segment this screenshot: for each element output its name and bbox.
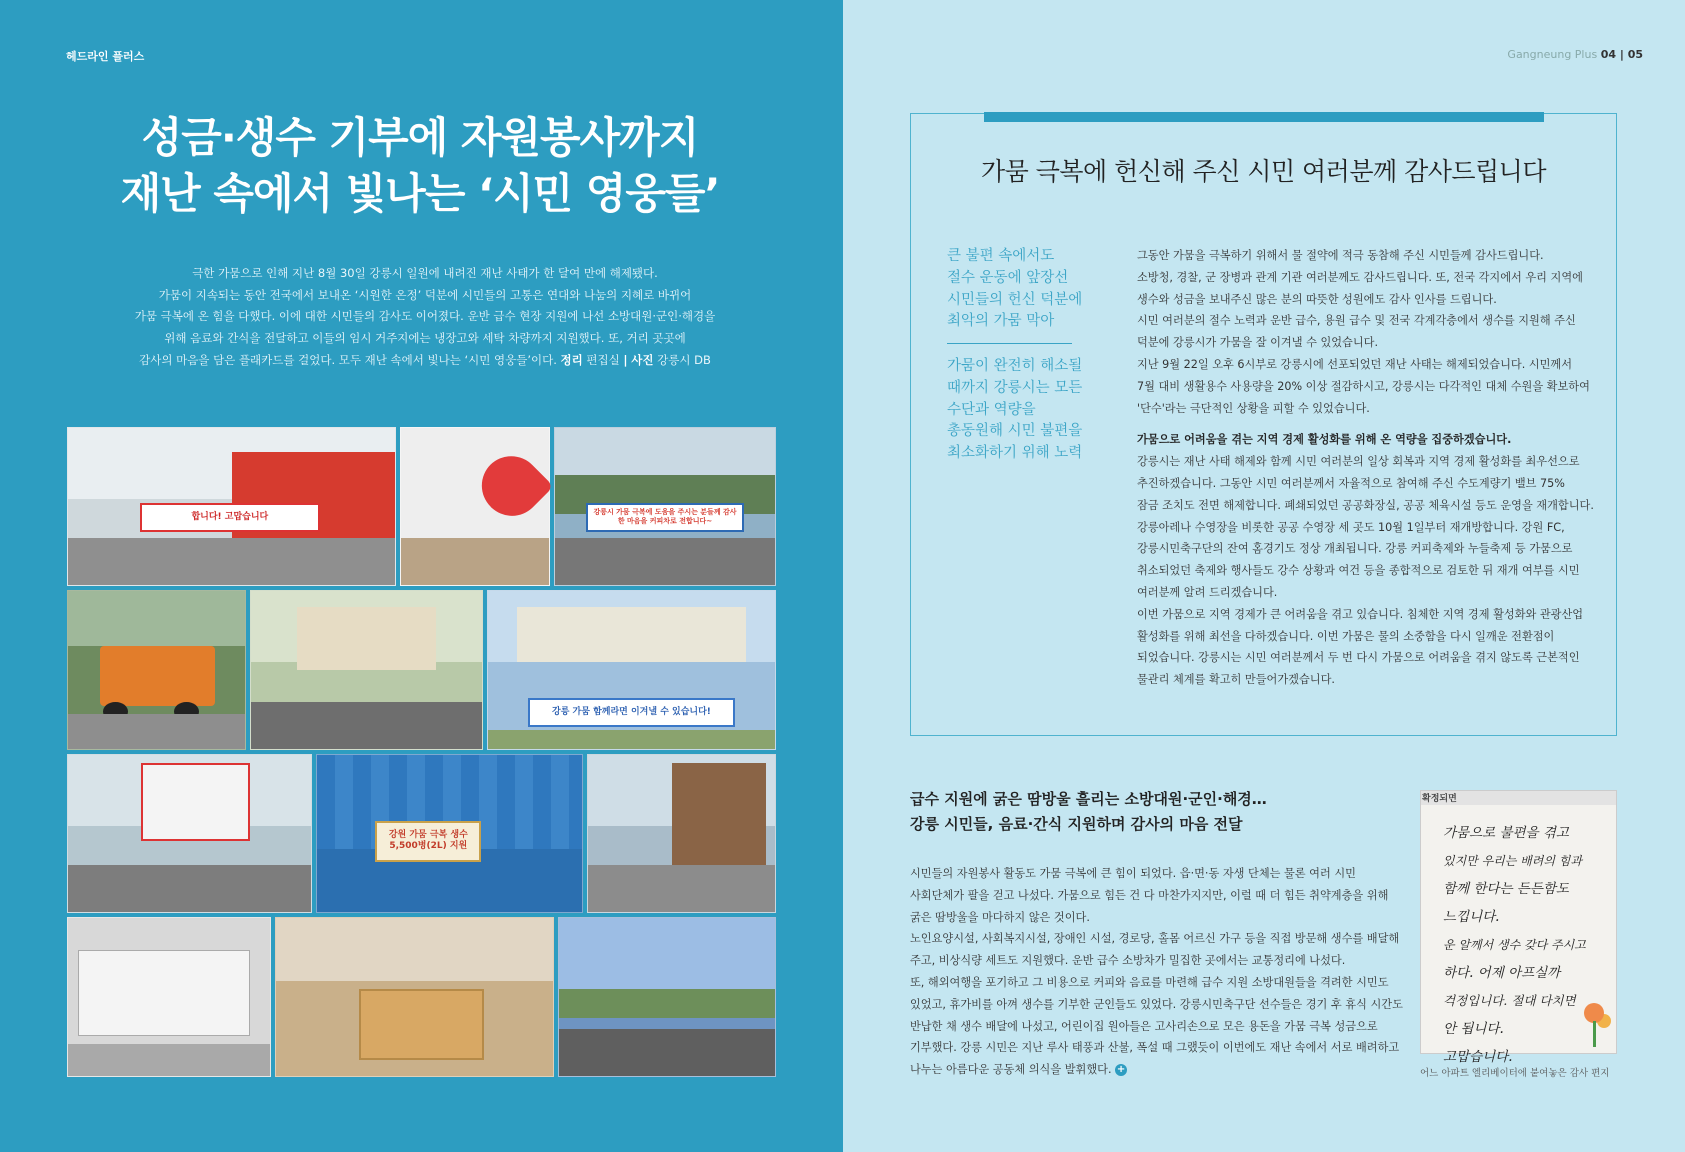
body-line: 주고, 비상식량 세트도 지원했다. 운반 급수 소방차가 밀집한 곳에서는 교통정리에 나섰다.	[910, 954, 1346, 968]
pullquote-line: 큰 불편 속에서도	[947, 248, 1055, 264]
body-line: 노인요양시설, 사회복지시설, 장애인 시설, 경로당, 홀몸 어르신 가구 등을 직접 방문해 생수를 배달해	[910, 932, 1400, 946]
photo-community-center	[587, 754, 776, 913]
photo-coffee-truck-banner	[554, 427, 776, 586]
body-line: 소방청, 경찰, 군 장병과 관계 기관 여러분께도 감사드립니다. 또, 전국 각지에서 우리 지역에	[1137, 270, 1583, 284]
pullquote-line: 가뭄이 완전히 해소될	[947, 358, 1083, 374]
body-line: 반납한 채 생수 배달에 나섰고, 어린이집 원아들은 고사리손으로 모은 용돈을 가뭄 극복 성금으로	[910, 1019, 1378, 1033]
pullquote-line: 수단과 역량을	[947, 401, 1036, 418]
photo-water-truck	[67, 590, 246, 750]
section-heading-line: 강릉 시민들, 음료·간식 지원하며 감사의 마음 전달	[910, 815, 1243, 833]
photo-caption: 어느 아파트 엘리베이터에 붙여놓은 감사 편지	[1420, 1068, 1610, 1079]
body-line: 시민들의 자원봉사 활동도 가뭄 극복에 큰 힘이 되었다. 읍·면·동 자생 단체는 물론 여러 시민	[910, 867, 1356, 880]
body-line: 강릉아레나 수영장을 비롯한 공공 수영장 세 곳도 10월 1일부터 재개방합니다. 강원 FC,	[1137, 520, 1565, 534]
banner-text: 강릉시 가뭄 극복에 도움을 주시는 분들께 감사한 마음을 커피차로 전합니다~	[586, 503, 744, 531]
message-box-accent-bar	[984, 112, 1544, 122]
body-line: 사회단체가 팔을 걷고 나섰다. 가뭄으로 힘든 건 다 마찬가지지만, 이럴 때 더 힘든 취약계층을 위해	[910, 888, 1389, 902]
body-line-text: 나누는 아름다운 공동체 의식을 발휘했다.	[910, 1063, 1112, 1077]
body-line: 지난 9월 22일 오후 6시부로 강릉시에 선포되었던 재난 사태는 해제되었습니다. 시민께서	[1137, 357, 1573, 371]
credit	[561, 353, 711, 367]
section-heading	[910, 787, 1330, 837]
folio	[1507, 48, 1643, 61]
headline-line-1: 성금·생수 기부에 자원봉사까지	[141, 113, 699, 162]
credit-edit-value: 편집실	[586, 352, 620, 367]
photo-laundry-truck	[67, 917, 271, 1077]
photo-group-drought-banner	[487, 590, 776, 750]
lead-line-text: 감사의 마음을 담은 플래카드를 걸었다. 모두 재난 속에서 빛나는 ‘시민 영웅들’이다.	[139, 352, 557, 367]
letter-header: 확정되면	[1422, 794, 1457, 804]
flower-drawing-icon	[1584, 1003, 1604, 1023]
letter-line: 걱정입니다. 절대 다치면	[1443, 993, 1576, 1008]
pullquote-line: 때까지 강릉시는 모든	[947, 379, 1083, 396]
flower-stem	[1593, 1021, 1596, 1047]
body-line: 굵은 땀방울을 마다하지 않은 것이다.	[910, 910, 1090, 924]
body-line: 시민 여러분의 절수 노력과 운반 급수, 용원 급수 및 전국 각계각층에서 생수를 지원해 주신	[1137, 314, 1576, 328]
letter-line: 느낍니다.	[1443, 909, 1500, 925]
photo-soldiers-water	[558, 917, 776, 1077]
letter-line: 하다. 어제 아프실까	[1443, 965, 1561, 981]
message-subhead: 가뭄으로 어려움을 겪는 지역 경제 활성화를 위해 온 역량을 집중하겠습니다.	[1137, 433, 1512, 447]
section-label: 헤드라인 플러스	[66, 50, 145, 63]
body-line: '단수'라는 극단적인 상황을 피할 수 있었습니다.	[1137, 401, 1370, 415]
body-line: 또, 해외여행을 포기하고 그 비용으로 커피와 음료를 마련해 급수 지원 소방대원들을 격려한 시민도	[910, 975, 1389, 989]
body-line: 그동안 가뭄을 극복하기 위해서 물 절약에 적극 동참해 주신 시민들께 감사드립니다.	[1137, 249, 1544, 262]
article-body	[910, 863, 1403, 1081]
photo-water-donation	[316, 754, 583, 913]
photo-volunteers-purple	[67, 754, 312, 913]
photo-donation-heart	[400, 427, 550, 586]
message-box-title: 가뭄 극복에 헌신해 주신 시민 여러분께 감사드립니다	[981, 157, 1546, 186]
pullquote-divider	[947, 343, 1072, 344]
body-line: 물관리 체계를 확고히 만들어가겠습니다.	[1137, 673, 1335, 687]
lead-line	[120, 350, 730, 372]
lead-paragraph	[120, 263, 730, 372]
letter-line: 안 됩니다.	[1443, 1021, 1504, 1037]
headline-line-2: 재난 속에서 빛나는 ‘시민 영웅들’	[120, 169, 720, 218]
section-heading-line: 급수 지원에 굵은 땀방울 흘리는 소방대원·군인·해경…	[910, 790, 1267, 808]
thank-you-letter-photo	[1420, 790, 1617, 1065]
folio-brand: Gangneung Plus	[1507, 48, 1598, 61]
letter-line: 함께 한다는 든든함도	[1443, 881, 1569, 897]
lead-line: 가뭄 극복에 온 힘을 다했다. 이에 대한 시민들의 감사도 이어졌다. 운반 급수 현장 지원에 나선 소방대원·군인·해경을	[134, 309, 716, 324]
body-line	[910, 1059, 1400, 1081]
body-line: 7월 대비 생활용수 사용량을 20% 이상 절감하시고, 강릉시는 다각적인 대체 수원을 확보하여	[1137, 379, 1590, 393]
pullquote-line: 최악의 가뭄 막아	[947, 313, 1055, 330]
credit-sep: |	[623, 352, 628, 367]
banner-text: 강릉 가뭄 함께라면 이겨낼 수 있습니다!	[528, 698, 735, 726]
lead-line: 위해 음료와 간식을 전달하고 이들의 임시 거주지에는 냉장고와 세탁 차량까지 지원했다. 또, 거리 곳곳에	[164, 331, 686, 346]
headline	[80, 110, 760, 222]
lead-line: 극한 가뭄으로 인해 지난 8월 30일 강릉시 일원에 내려진 재난 사태가 한 달여 만에 해제됐다.	[192, 266, 658, 280]
photo-volunteers-coffee-truck	[67, 427, 396, 586]
credit-photo-value: 강릉시 DB	[657, 352, 711, 367]
pullquote-2	[947, 356, 1087, 465]
body-line: 강릉시는 재난 사태 해제와 함께 시민 여러분의 일상 회복과 지역 경제 활성화를 최우선으로	[1137, 455, 1580, 469]
pullquote-line: 절수 운동에 앞장선	[947, 269, 1069, 286]
pullquote-line: 최소화하기 위해 노력	[947, 445, 1083, 462]
body-line: 여러분께 알려 드리겠습니다.	[1137, 585, 1278, 599]
body-line: 있었고, 휴가비를 아껴 생수를 기부한 군인들도 있었다. 강릉시민축구단 선수들은 경기 후 휴식 시간도	[910, 997, 1403, 1011]
lead-line: 가뭄이 지속되는 동안 전국에서 보내온 ‘시원한 온정’ 덕분에 시민들의 고통은 연대와 나눔의 지혜로 바뀌어	[158, 287, 692, 302]
credit-photo-label: 사진	[631, 352, 654, 367]
body-line: 추진하겠습니다. 그동안 시민 여러분께서 자율적으로 참여해 주신 수도계량기 밸브 75%	[1137, 476, 1565, 490]
letter-line: 있지만 우리는 배려의 힘과	[1443, 854, 1582, 868]
credit-edit-label: 정리	[560, 352, 583, 367]
letter-handwriting	[1443, 819, 1613, 1071]
photo-firefighters-station	[250, 590, 483, 750]
body-line: 이번 가뭄으로 지역 경제가 큰 어려움을 겪고 있습니다. 침체한 지역 경제 활성화와 관광산업	[1137, 607, 1584, 621]
photo-red-cross-boxes	[275, 917, 554, 1077]
banner-text: 강원 가뭄 극복 생수 5,500병(2L) 지원	[375, 821, 481, 862]
message-body	[1137, 245, 1594, 691]
pullquote-1	[947, 246, 1087, 333]
body-line: 덕분에 강릉시가 가뭄을 잘 이겨낼 수 있었습니다.	[1137, 336, 1379, 350]
letter-line: 가뭄으로 불편을 겪고	[1443, 825, 1569, 841]
pullquote-line: 총동원해 시민 불편을	[947, 423, 1083, 440]
pullquote-line: 시민들의 헌신 덕분에	[947, 291, 1083, 308]
letter-line: 운 알께서 생수 갖다 주시고	[1443, 938, 1586, 952]
body-line: 잠금 조치도 전면 해제합니다. 폐쇄되었던 공공화장실, 공공 체육시설 등도 운영을 재개합니다.	[1137, 498, 1594, 512]
folio-page-numbers: 04 | 05	[1600, 48, 1643, 61]
body-line: 활성화를 위해 최선을 다하겠습니다. 이번 가뭄은 물의 소중함을 다시 일깨운 전환점이	[1137, 629, 1555, 643]
banner-text: 합니다! 고맙습니다	[140, 503, 320, 531]
body-line: 생수와 성금을 보내주신 많은 분의 따뜻한 성원에도 감사 인사를 드립니다.	[1137, 292, 1497, 306]
body-line: 되었습니다. 강릉시는 시민 여러분께서 두 번 다시 가뭄으로 어려움을 겪지 않도록 근본적인	[1137, 651, 1580, 665]
end-mark-plus-icon: +	[1116, 1064, 1126, 1076]
body-line: 강릉시민축구단의 잔여 홈경기도 정상 개최됩니다. 강릉 커피축제와 누들축제 등 가뭄으로	[1137, 542, 1573, 556]
body-line: 취소되었던 축제와 행사들도 강수 상황과 여건 등을 종합적으로 검토한 뒤 재개 여부를 시민	[1137, 564, 1580, 578]
photo-collage	[67, 427, 776, 1077]
body-line: 기부했다. 강릉 시민은 지난 루사 태풍과 산불, 폭설 때 그랬듯이 이번에도 재난 속에서 서로 배려하고	[910, 1041, 1400, 1055]
letter-line: 고맙습니다.	[1443, 1049, 1513, 1065]
